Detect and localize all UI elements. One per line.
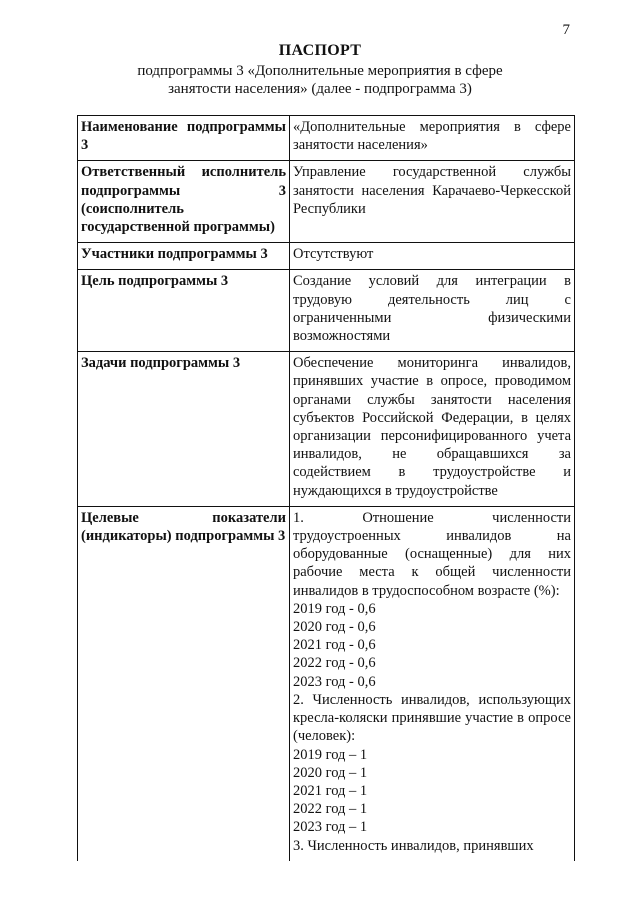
row-label: Целевые показатели (индикаторы) подпрограммы 3 (78, 506, 290, 860)
indicator-line: 3. Численность инвалидов, принявших (293, 837, 534, 854)
indicator-line: 2022 год – 1 (293, 801, 368, 818)
table-row (78, 243, 575, 270)
indicator-line: 2019 год - 0,6 (293, 600, 376, 617)
document-subtitle (0, 62, 640, 98)
row-label: Ответственный исполнитель подпрограммы 3 (соисполнитель государственной программы) (78, 161, 290, 243)
row-value: Создание условий для интеграции в трудовую деятельность лиц с ограниченными физическими возможностями (290, 270, 575, 352)
row-label: Задачи подпрограммы 3 (78, 352, 290, 507)
indicator-line: 2019 год – 1 (293, 746, 368, 763)
subtitle-line: подпрограммы 3 «Дополнительные мероприятия в сфере (137, 63, 503, 79)
row-label: Участники подпрограммы 3 (78, 243, 290, 270)
row-value: «Дополнительные мероприятия в сфере занятости населения» (290, 116, 575, 161)
row-value (290, 506, 575, 860)
row-value: Управление государственной службы занятости населения Карачаево-Черкесской Республики (290, 161, 575, 243)
indicator-line: 2021 год - 0,6 (293, 637, 376, 654)
row-label: Наименование подпрограммы 3 (78, 116, 290, 161)
document-title: ПАСПОРТ (278, 42, 362, 59)
table-row (78, 352, 575, 507)
indicator-line: 2022 год - 0,6 (293, 655, 376, 672)
indicator-line: 2021 год – 1 (293, 782, 368, 799)
row-value: Отсутствуют (290, 243, 575, 270)
passport-table (77, 115, 575, 861)
indicator-line: 2023 год – 1 (293, 819, 368, 836)
page-number: 7 (562, 22, 570, 38)
row-label: Цель подпрограммы 3 (78, 270, 290, 352)
table-row (78, 506, 575, 860)
indicator-line: 1. Отношение численности трудоустроенных инвалидов на оборудованные (оснащенные) для них рабочие места к общей численности инвалидов в трудоспособном возрасте (%): (293, 509, 571, 599)
indicator-line: 2. Численность инвалидов, использующих кресла-коляски принявшие участие в опросе (человек): (293, 691, 571, 745)
row-value: Обеспечение мониторинга инвалидов, принявших участие в опросе, проводимом органами службы занятости населения субъектов Российской Федерации, в целях организации персонифицированного учета инвалидов, не обращавшихся за содействием в трудоустройстве и нуждающихся в трудоустройстве (290, 352, 575, 507)
indicator-line: 2020 год - 0,6 (293, 619, 376, 636)
table-row (78, 270, 575, 352)
subtitle-line: занятости населения» (далее - подпрограмма 3) (168, 81, 472, 97)
indicator-line: 2020 год – 1 (293, 764, 368, 781)
table-row (78, 116, 575, 161)
table-row (78, 161, 575, 243)
indicator-line: 2023 год - 0,6 (293, 673, 376, 690)
